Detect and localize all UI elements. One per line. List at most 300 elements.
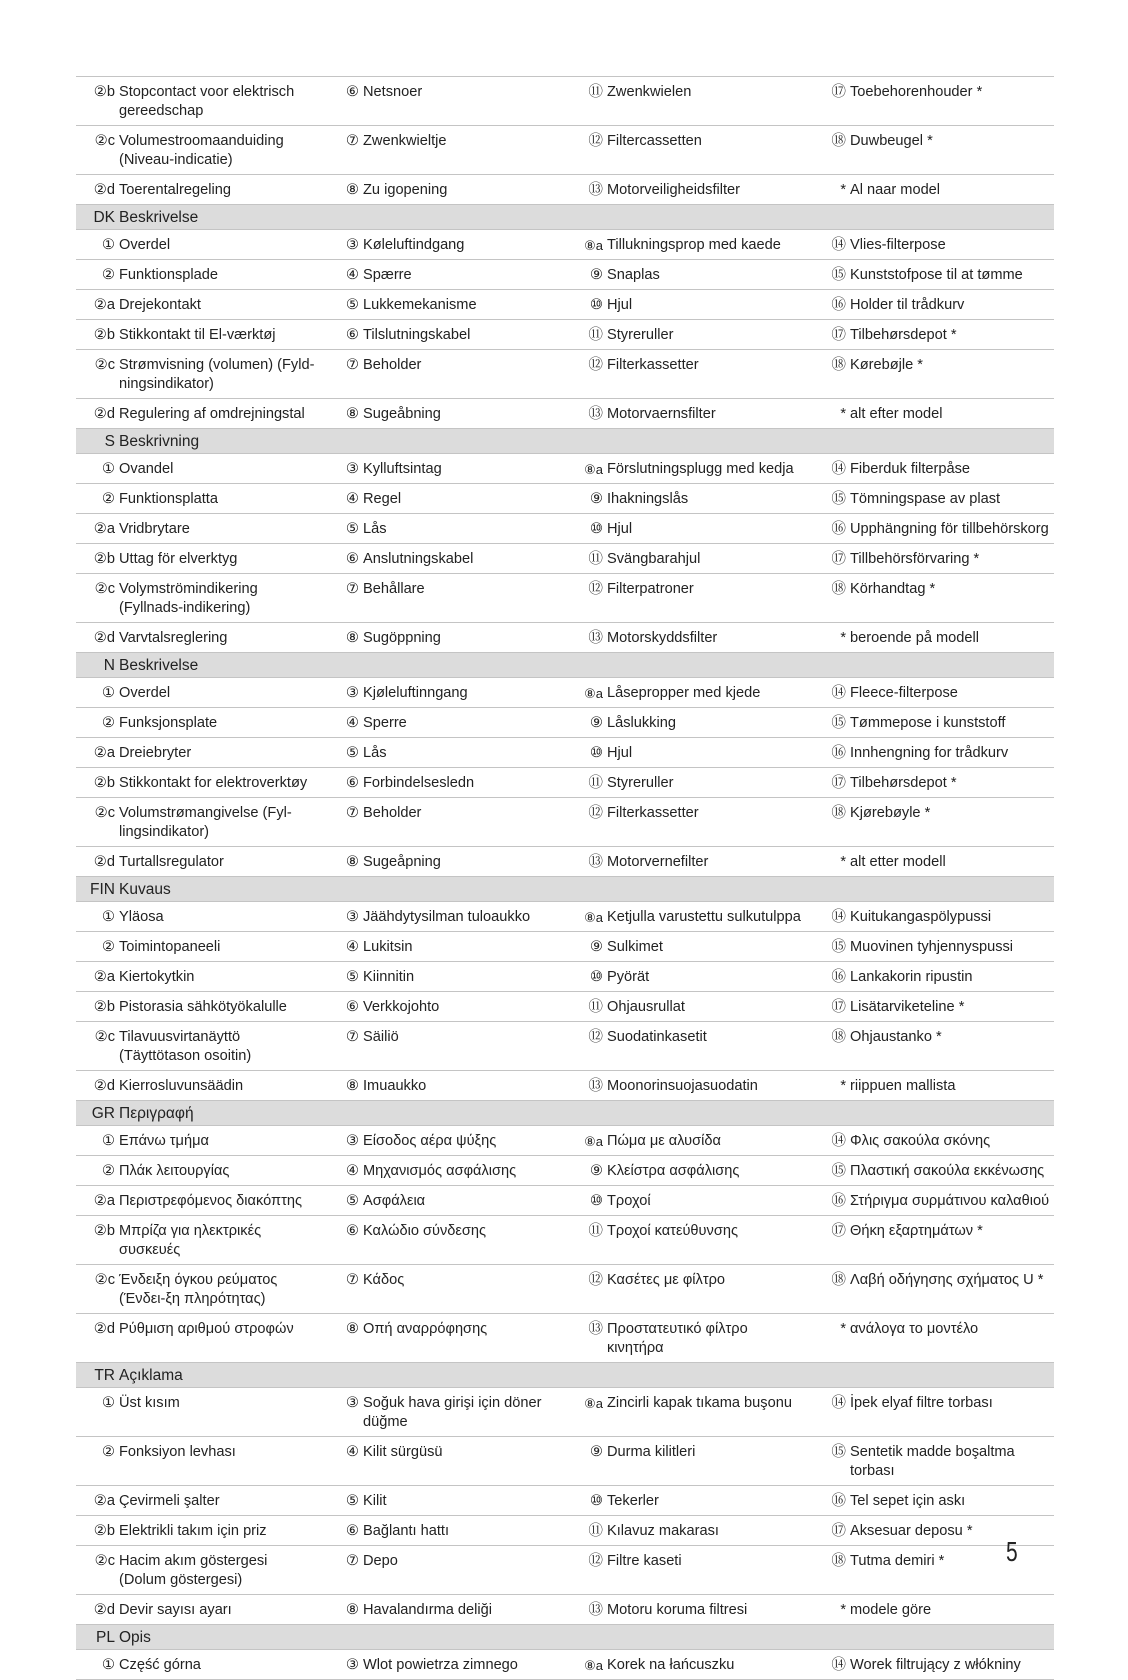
table-cell — [807, 484, 1054, 513]
table-row — [76, 484, 1054, 514]
item-number: ⑮ — [831, 491, 846, 507]
item-number: ⑫ — [588, 357, 603, 373]
item-label: Varvtalsreglering — [119, 630, 228, 646]
section-cell — [76, 205, 1054, 229]
item-number: ① — [101, 1133, 115, 1149]
item-label: Suodatinkasetit — [607, 1029, 707, 1045]
table-cell — [320, 320, 564, 349]
table-row — [76, 1314, 1054, 1363]
item-label: Λαβή οδήγησης σχήματος U * — [850, 1272, 1044, 1288]
item-number: ②d — [93, 182, 115, 198]
item-label: Upphängning för tillbehörskorg — [850, 521, 1049, 537]
item-number: ②d — [93, 406, 115, 422]
table-cell — [320, 1314, 564, 1362]
table-cell — [807, 1022, 1054, 1070]
item-number: ⑥ — [345, 1523, 359, 1539]
item-label: Tekerler — [607, 1493, 659, 1509]
table-cell — [76, 260, 320, 289]
item-label: Ρύθμιση αριθμού στροφών — [119, 1321, 294, 1337]
item-number: ⑫ — [588, 1553, 603, 1569]
item-number: ⑯ — [831, 521, 846, 537]
table-row — [76, 798, 1054, 847]
item-number: ②a — [93, 297, 115, 313]
item-label: Hjul — [607, 521, 633, 537]
item-number: ⑥ — [345, 551, 359, 567]
table-cell — [320, 290, 564, 319]
item-label: Tömningspase av plast — [850, 491, 1001, 507]
item-number: ③ — [345, 1395, 359, 1411]
table-cell — [807, 1388, 1054, 1436]
item-number: ⑦ — [345, 357, 359, 373]
item-number: ⑨ — [589, 939, 603, 955]
table-cell — [76, 678, 320, 707]
table-cell — [320, 77, 564, 125]
item-number: ②b — [93, 999, 115, 1015]
item-number: ⑫ — [588, 581, 603, 597]
table-cell — [564, 126, 807, 174]
item-number: ⑨ — [589, 1163, 603, 1179]
item-number: ②b — [93, 551, 115, 567]
item-label: Regel — [363, 491, 402, 507]
item-label: Regulering af omdrejningstal — [119, 406, 305, 422]
item-number: ⑫ — [588, 133, 603, 149]
table-cell — [807, 738, 1054, 767]
item-number: ③ — [345, 1657, 359, 1673]
table-cell — [807, 320, 1054, 349]
table-cell — [320, 962, 564, 991]
item-label: Ένδειξη όγκου ρεύματος (Ένδει-ξη πληρότητας) — [119, 1272, 278, 1307]
item-label: Låsepropper med kjede — [607, 685, 761, 701]
language-section-header — [76, 205, 1054, 230]
item-label: Al naar model — [850, 182, 941, 198]
table-cell — [320, 514, 564, 543]
item-label: Lukkemekanisme — [363, 297, 477, 313]
item-number: ③ — [345, 909, 359, 925]
item-number: ⑬ — [588, 854, 603, 870]
language-code: TR — [94, 1367, 115, 1384]
item-number: ⑧ — [345, 1078, 359, 1094]
item-label: Funktionsplatta — [119, 491, 218, 507]
table-cell — [564, 574, 807, 622]
item-label: Część górna — [119, 1657, 201, 1673]
table-cell — [320, 992, 564, 1021]
table-cell — [564, 175, 807, 204]
item-label: Beholder — [363, 357, 422, 373]
table-cell — [564, 1546, 807, 1594]
item-label: Körhandtag * — [850, 581, 936, 597]
table-cell — [807, 350, 1054, 398]
item-label: Wlot powietrza zimnego — [363, 1657, 518, 1673]
item-number: ⑨ — [589, 267, 603, 283]
item-number: ②b — [93, 775, 115, 791]
table-cell — [807, 260, 1054, 289]
language-section-header — [76, 877, 1054, 902]
table-cell — [76, 230, 320, 259]
table-row — [76, 708, 1054, 738]
table-cell — [320, 798, 564, 846]
item-number: * — [840, 1078, 846, 1094]
item-number: ②c — [94, 1553, 115, 1569]
item-number: ② — [101, 267, 115, 283]
item-label: Säiliö — [363, 1029, 399, 1045]
item-number: ② — [101, 939, 115, 955]
item-number: ⑨ — [589, 491, 603, 507]
table-cell — [76, 1516, 320, 1545]
table-cell — [564, 1216, 807, 1264]
section-cell — [76, 653, 1054, 677]
table-cell — [320, 1216, 564, 1264]
item-number: ②c — [94, 805, 115, 821]
item-label: Motorveiligheidsfilter — [607, 182, 741, 198]
item-number: ④ — [345, 267, 359, 283]
table-cell — [564, 1022, 807, 1070]
item-label: Sulkimet — [607, 939, 663, 955]
item-label: Fiberduk filterpåse — [850, 461, 971, 477]
item-label: Tel sepet için askı — [850, 1493, 966, 1509]
item-number: ⑰ — [831, 1223, 846, 1239]
item-number: ⑥ — [345, 1223, 359, 1239]
item-number: ⑱ — [831, 133, 846, 149]
item-number: ⑦ — [345, 1029, 359, 1045]
item-label: Styreruller — [607, 775, 674, 791]
item-label: Zu igopening — [363, 182, 448, 198]
item-label: Drejekontakt — [119, 297, 201, 313]
item-label: Çevirmeli şalter — [119, 1493, 220, 1509]
item-label: Ihakningslås — [607, 491, 689, 507]
table-cell — [564, 708, 807, 737]
table-cell — [76, 708, 320, 737]
item-number: ⑥ — [345, 775, 359, 791]
table-cell — [564, 1265, 807, 1313]
section-cell — [76, 429, 1054, 453]
item-number: ① — [101, 1657, 115, 1673]
table-cell — [76, 902, 320, 931]
table-cell — [564, 1071, 807, 1100]
item-number: ⑩ — [589, 297, 603, 313]
table-cell — [320, 1437, 564, 1485]
item-number: ④ — [345, 715, 359, 731]
item-label: Μηχανισμός ασφάλισης — [363, 1163, 517, 1179]
table-cell — [564, 1650, 807, 1679]
item-number: ① — [101, 461, 115, 477]
table-cell — [76, 1546, 320, 1594]
table-row — [76, 320, 1054, 350]
item-number: ⑩ — [589, 1493, 603, 1509]
table-cell — [320, 484, 564, 513]
item-label: Behållare — [363, 581, 425, 597]
item-number: ⑬ — [588, 182, 603, 198]
table-row — [76, 544, 1054, 574]
table-row — [76, 847, 1054, 877]
table-cell — [807, 514, 1054, 543]
item-number: ⑰ — [831, 84, 846, 100]
section-title: Beskrivelse — [119, 657, 199, 674]
table-cell — [807, 77, 1054, 125]
item-label: Kjørebøyle * — [850, 805, 931, 821]
table-cell — [807, 544, 1054, 573]
item-number: * — [840, 1602, 846, 1618]
table-cell — [76, 574, 320, 622]
table-row — [76, 1388, 1054, 1437]
table-cell — [564, 1314, 807, 1362]
item-number: ⑱ — [831, 581, 846, 597]
item-label: alt efter model — [850, 406, 943, 422]
table-cell — [320, 1486, 564, 1515]
item-label: Tillbehörsförvaring * — [850, 551, 980, 567]
item-number: ② — [101, 715, 115, 731]
item-label: Μπρίζα για ηλεκτρικές συσκευές — [119, 1223, 262, 1258]
table-cell — [807, 623, 1054, 652]
item-label: Tilbehørsdepot * — [850, 775, 957, 791]
table-cell — [76, 992, 320, 1021]
item-label: Στήριγμα συρμάτινου καλαθιού — [850, 1193, 1050, 1209]
item-label: Fleece-filterpose — [850, 685, 958, 701]
item-label: Forbindelsesledn — [363, 775, 475, 791]
item-label: Περιστρεφόμενος διακόπτης — [119, 1193, 302, 1209]
item-label: Κάδος — [363, 1272, 405, 1288]
item-label: Innhengning for trådkurv — [850, 745, 1009, 761]
item-label: Sperre — [363, 715, 407, 731]
table-cell — [564, 484, 807, 513]
table-cell — [320, 1546, 564, 1594]
item-number: ⑬ — [588, 406, 603, 422]
table-row — [76, 76, 1054, 126]
item-label: Toerentalregeling — [119, 182, 231, 198]
item-label: Duwbeugel * — [850, 133, 933, 149]
table-cell — [807, 1071, 1054, 1100]
table-row — [76, 932, 1054, 962]
item-number: ② — [101, 491, 115, 507]
item-label: Korek na łańcuszku — [607, 1657, 735, 1673]
item-number: ⑪ — [588, 999, 603, 1015]
item-label: Kierrosluvunsäädin — [119, 1078, 244, 1094]
table-cell — [320, 902, 564, 931]
item-number: ②c — [94, 357, 115, 373]
table-row — [76, 738, 1054, 768]
item-number: ① — [101, 685, 115, 701]
table-cell — [76, 399, 320, 428]
table-cell — [76, 454, 320, 483]
item-number: ⑰ — [831, 775, 846, 791]
table-cell — [320, 768, 564, 797]
table-cell — [76, 932, 320, 961]
item-number: ⑤ — [345, 745, 359, 761]
item-label: Tutma demiri * — [850, 1553, 945, 1569]
table-cell — [320, 544, 564, 573]
table-cell — [564, 260, 807, 289]
item-label: Toimintopaneeli — [119, 939, 221, 955]
item-label: Είσοδος αέρα ψύξης — [363, 1133, 497, 1149]
item-label: Τροχοί κατεύθυνσης — [607, 1223, 738, 1239]
item-label: Lås — [363, 745, 387, 761]
item-number: ③ — [345, 1133, 359, 1149]
table-cell — [76, 1216, 320, 1264]
item-number: ⑤ — [345, 969, 359, 985]
table-cell — [76, 1126, 320, 1155]
item-label: Køleluftindgang — [363, 237, 465, 253]
table-cell — [76, 1486, 320, 1515]
item-number: ③ — [345, 685, 359, 701]
item-number: ⑰ — [831, 999, 846, 1015]
item-label: Stikkontakt til El-værktøj — [119, 327, 276, 343]
table-cell — [807, 902, 1054, 931]
language-code: DK — [93, 209, 115, 226]
table-row — [76, 1595, 1054, 1625]
table-cell — [76, 350, 320, 398]
item-number: ⑧a — [584, 1658, 603, 1673]
table-cell — [320, 260, 564, 289]
item-label: Turtallsregulator — [119, 854, 224, 870]
item-number: ⑧ — [345, 406, 359, 422]
table-cell — [807, 1126, 1054, 1155]
item-number: ⑧a — [584, 238, 603, 253]
table-cell — [76, 798, 320, 846]
item-label: Pyörät — [607, 969, 650, 985]
table-cell — [807, 290, 1054, 319]
item-label: ανάλογα το μοντέλο — [850, 1321, 979, 1337]
table-cell — [564, 962, 807, 991]
item-number: ⑥ — [345, 999, 359, 1015]
table-cell — [320, 1126, 564, 1155]
language-code: FIN — [90, 881, 115, 898]
table-row — [76, 514, 1054, 544]
item-label: Kilit — [363, 1493, 387, 1509]
table-cell — [807, 962, 1054, 991]
table-cell — [807, 768, 1054, 797]
item-number: ⑰ — [831, 327, 846, 343]
table-cell — [564, 768, 807, 797]
item-label: Låslukking — [607, 715, 676, 731]
item-number: ① — [101, 1395, 115, 1411]
item-label: Strømvisning (volumen) (Fyld-ningsindikator) — [119, 357, 315, 392]
item-label: riippuen mallista — [850, 1078, 956, 1094]
item-number: ②c — [94, 581, 115, 597]
table-row — [76, 902, 1054, 932]
item-number: ⑱ — [831, 805, 846, 821]
item-number: ⑰ — [831, 1523, 846, 1539]
table-row — [76, 1186, 1054, 1216]
item-label: Beholder — [363, 805, 422, 821]
item-label: Jäähdytysilman tuloaukko — [363, 909, 531, 925]
item-label: modele göre — [850, 1602, 932, 1618]
item-number: ⑦ — [345, 805, 359, 821]
table-row — [76, 454, 1054, 484]
page-number: 5 — [1006, 1536, 1017, 1567]
item-label: Förslutningsplugg med kedja — [607, 461, 794, 477]
item-label: Kylluftsintag — [363, 461, 442, 477]
item-number: ②b — [93, 1223, 115, 1239]
table-cell — [564, 798, 807, 846]
item-label: Πλαστική σακούλα εκκένωσης — [850, 1163, 1045, 1179]
language-section-header — [76, 1625, 1054, 1650]
item-label: Durma kilitleri — [607, 1444, 696, 1460]
table-row — [76, 992, 1054, 1022]
table-cell — [564, 992, 807, 1021]
table-cell — [564, 230, 807, 259]
table-cell — [76, 1022, 320, 1070]
item-number: ②d — [93, 630, 115, 646]
item-label: Ohjaustanko * — [850, 1029, 942, 1045]
table-cell — [320, 1516, 564, 1545]
item-number: ⑯ — [831, 1493, 846, 1509]
item-label: Οπή αναρρόφησης — [363, 1321, 488, 1337]
item-label: Ασφάλεια — [363, 1193, 426, 1209]
item-number: ②c — [94, 1029, 115, 1045]
table-row — [76, 1546, 1054, 1595]
table-cell — [320, 574, 564, 622]
item-number: ②d — [93, 1602, 115, 1618]
item-number: ②b — [93, 1523, 115, 1539]
item-number: * — [840, 406, 846, 422]
item-number: ⑧a — [584, 1396, 603, 1411]
item-number: ④ — [345, 1444, 359, 1460]
item-number: ⑪ — [588, 1523, 603, 1539]
item-number: ① — [101, 909, 115, 925]
table-cell — [807, 847, 1054, 876]
table-cell — [564, 678, 807, 707]
table-cell — [807, 678, 1054, 707]
table-cell — [76, 1388, 320, 1436]
item-label: Lisätarviketeline * — [850, 999, 965, 1015]
item-number: ⑱ — [831, 357, 846, 373]
table-cell — [76, 1071, 320, 1100]
item-label: Καλώδιο σύνδεσης — [363, 1223, 487, 1239]
item-label: Moonorinsuojasuodatin — [607, 1078, 758, 1094]
item-number: ⑱ — [831, 1029, 846, 1045]
table-cell — [76, 290, 320, 319]
section-cell — [76, 1101, 1054, 1125]
item-label: Kılavuz makarası — [607, 1523, 719, 1539]
language-section-header — [76, 1101, 1054, 1126]
section-title: Açıklama — [119, 1367, 183, 1384]
item-label: Netsnoer — [363, 84, 423, 100]
item-label: Lås — [363, 521, 387, 537]
item-number: ⑤ — [345, 1193, 359, 1209]
item-number: ⑩ — [589, 521, 603, 537]
item-number: ⑧ — [345, 182, 359, 198]
item-number: ⑥ — [345, 327, 359, 343]
table-cell — [320, 1388, 564, 1436]
table-cell — [807, 1486, 1054, 1515]
item-label: Overdel — [119, 685, 171, 701]
item-number: ⑰ — [831, 551, 846, 567]
table-cell — [807, 574, 1054, 622]
table-row — [76, 1126, 1054, 1156]
table-cell — [807, 1650, 1054, 1679]
item-number: ② — [101, 1444, 115, 1460]
item-number: ⑤ — [345, 521, 359, 537]
table-cell — [76, 175, 320, 204]
table-row — [76, 1071, 1054, 1101]
item-number: ②d — [93, 1078, 115, 1094]
table-cell — [76, 544, 320, 573]
item-number: * — [840, 1321, 846, 1337]
item-label: Tømmepose i kunststoff — [850, 715, 1006, 731]
section-title: Περιγραφή — [119, 1105, 194, 1122]
item-number: ④ — [345, 939, 359, 955]
table-cell — [76, 1265, 320, 1313]
item-label: Filterpatroner — [607, 581, 694, 597]
table-cell — [807, 1314, 1054, 1362]
item-label: Kunststofpose til at tømme — [850, 267, 1023, 283]
item-number: ④ — [345, 1163, 359, 1179]
item-number: ⑩ — [589, 1193, 603, 1209]
item-label: Verkkojohto — [363, 999, 440, 1015]
table-cell — [807, 708, 1054, 737]
item-number: ⑦ — [345, 1272, 359, 1288]
section-cell — [76, 877, 1054, 901]
section-cell — [76, 1363, 1054, 1387]
